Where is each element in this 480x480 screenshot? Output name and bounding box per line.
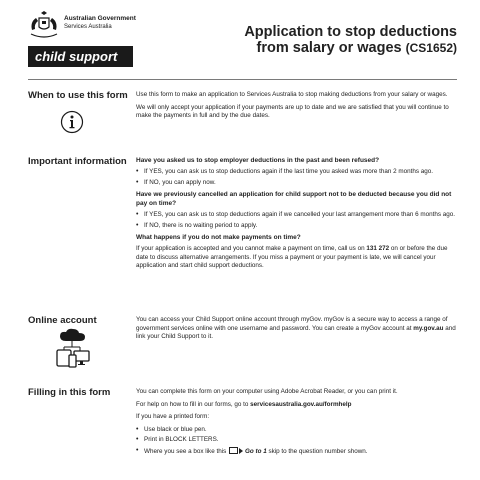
formhelp-link[interactable]: servicesaustralia.gov.au/formhelp <box>250 400 352 408</box>
question-heading: Have you asked us to stop employer deductions in the past and been refused? <box>136 157 380 164</box>
section-heading: Important information <box>28 156 127 167</box>
instruction-list <box>136 426 458 457</box>
answer-list <box>136 211 458 230</box>
paragraph <box>136 401 458 410</box>
paragraph: Use this form to make an application to Services Australia to stop making deductions from your salary or wages. <box>136 91 448 98</box>
list-item: • If YES, you can ask us to stop deductions again if the last time you asked was more than 2 months ago. <box>136 168 458 177</box>
header-divider <box>28 79 457 80</box>
list-item: • If YES, you can ask us to stop deductions again if we cancelled your last arrangement more than 6 months ago. <box>136 211 458 220</box>
text: For help on how to fill in our forms, go to <box>136 400 251 408</box>
title-line-2 <box>244 40 457 56</box>
paragraph <box>136 245 458 271</box>
section-body <box>136 388 458 460</box>
page-title <box>244 24 457 56</box>
checkbox-example-icon <box>229 447 238 454</box>
paragraph: We will only accept your application if your payments are up to date and we are satisfied that you will continue to make the payments in full and by the due dates. <box>136 103 449 120</box>
section-body <box>136 316 458 346</box>
list-item <box>136 447 458 457</box>
paragraph: If you have a printed form: <box>136 413 210 421</box>
list-item: • If NO, you can apply now. <box>136 179 458 188</box>
list-item: • If NO, there is no waiting period to apply. <box>136 222 458 231</box>
section-filling-in-form <box>28 387 457 477</box>
section-body <box>136 91 458 125</box>
section-heading: When to use this form <box>28 90 128 101</box>
title-line-2-text: from salary or wages <box>256 40 402 56</box>
question-heading: What happens if you do not make payments on time? <box>136 233 301 241</box>
government-name: Australian Government <box>64 15 136 22</box>
section-body <box>136 157 458 275</box>
arrow-right-icon <box>239 448 243 454</box>
title-line-1: Application to stop deductions <box>244 24 457 40</box>
agency-logo <box>28 10 138 66</box>
section-when-to-use <box>28 90 457 150</box>
text: and link your Child Support to it. <box>136 324 456 341</box>
section-heading: Filling in this form <box>28 387 111 398</box>
form-code: (CS1652) <box>405 41 457 55</box>
goto-label: Go to 1 <box>245 447 267 455</box>
answer-list <box>136 168 458 187</box>
text: on or before the due date to discuss alternative arrangements. If you miss a payment or your payment is late, we will cancel your application and start child support deductions. <box>136 245 448 270</box>
form-header <box>0 0 480 80</box>
text: Where you see a box like this <box>144 447 227 455</box>
question-heading: Have we previously cancelled an application for child support not to be deducted because you did not pay on time? <box>136 191 452 207</box>
mygov-link[interactable]: my.gov.au <box>413 324 444 332</box>
paragraph <box>136 316 458 342</box>
text: skip to the question number shown. <box>268 447 368 455</box>
devices-cloud-icon <box>54 328 94 370</box>
text: If your application is accepted and you cannot make a payment on time, call us on <box>136 245 367 252</box>
section-important-information <box>28 156 457 306</box>
list-item: • Use black or blue pen. <box>136 426 458 435</box>
section-online-account <box>28 315 457 375</box>
phone-number: 131 272 <box>366 245 390 252</box>
coat-of-arms-icon <box>28 10 60 40</box>
paragraph: You can complete this form on your computer using Adobe Acrobat Reader, or you can print it. <box>136 388 398 395</box>
list-item: • Print in BLOCK LETTERS. <box>136 436 458 445</box>
program-banner: child support <box>28 46 133 67</box>
info-icon <box>60 110 84 134</box>
section-heading: Online account <box>28 315 97 326</box>
agency-name: Services Australia <box>64 24 112 30</box>
text: You can access your Child Support online account through myGov. myGov is a secure way to access a range of government services online with one username and password. You can create a myGov account at <box>136 316 448 332</box>
